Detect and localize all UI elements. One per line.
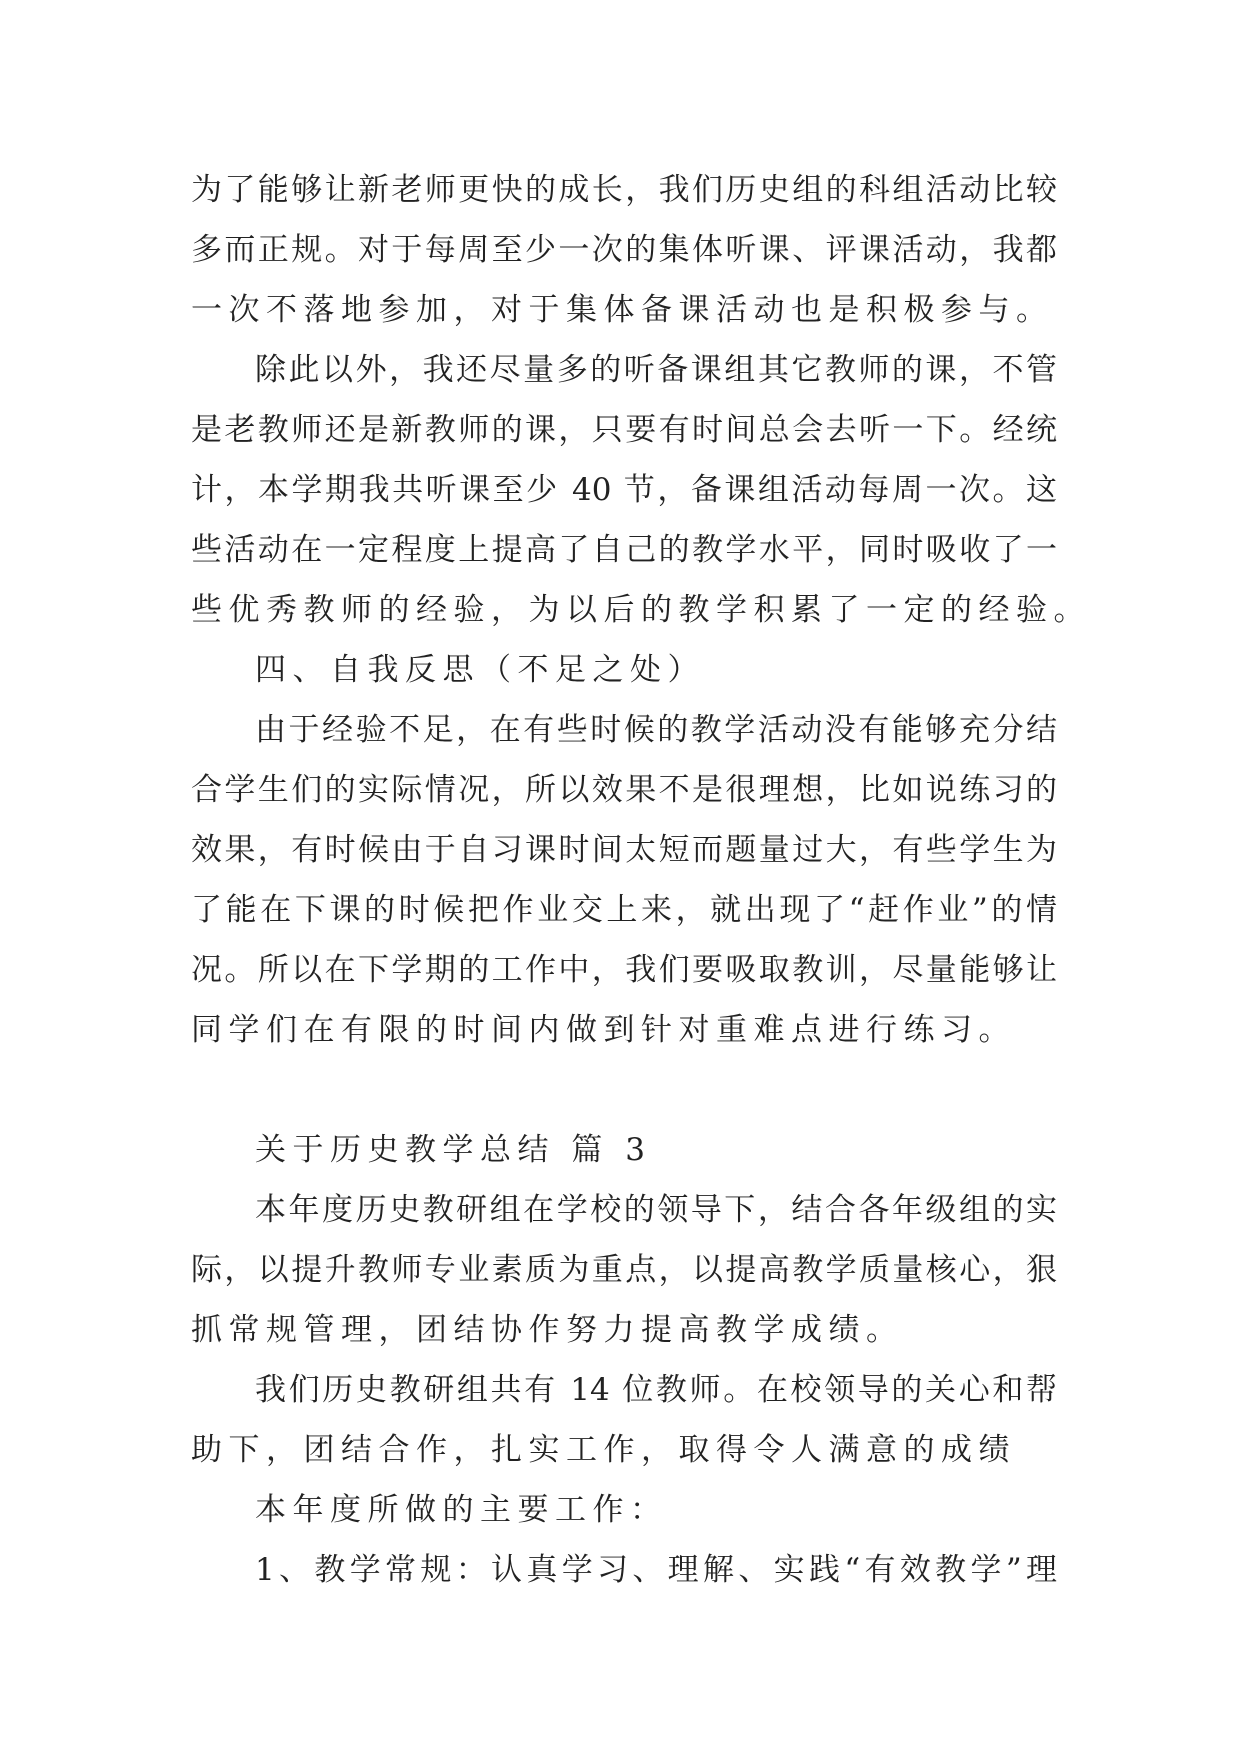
text-line: 些优秀教师的经验，为以后的教学积累了一定的经验。 [191, 592, 1091, 628]
text-line: 些活动在一定程度上提高了自己的教学水平，同时吸收了一 [191, 532, 1057, 568]
text-line: 多而正规。对于每周至少一次的集体听课、评课活动，我都 [191, 232, 1057, 268]
text-line: 本年度历史教研组在学校的领导下，结合各年级组的实 [255, 1192, 1057, 1228]
text-line: 四、自我反思（不足之处） [255, 652, 705, 688]
text-line: 为了能够让新老师更快的成长，我们历史组的科组活动比较 [191, 172, 1057, 208]
document-body [191, 160, 1091, 1600]
text-line: 1、教学常规：认真学习、理解、实践“有效教学”理 [255, 1552, 1057, 1588]
text-line: 抓常规管理，团结协作努力提高教学成绩。 [191, 1312, 904, 1348]
text-line: 助下，团结合作，扎实工作，取得令人满意的成绩 [191, 1432, 1016, 1468]
text-line: 由于经验不足，在有些时候的教学活动没有能够充分结 [255, 712, 1057, 748]
text-line: 除此以外，我还尽量多的听备课组其它教师的课，不管 [255, 352, 1057, 388]
text-line: 一次不落地参加，对于集体备课活动也是积极参与。 [191, 292, 1054, 328]
text-line: 合学生们的实际情况，所以效果不是很理想，比如说练习的 [191, 772, 1057, 808]
text-line: 计，本学期我共听课至少 40 节，备课组活动每周一次。这 [191, 472, 1057, 508]
text-line: 我们历史教研组共有 14 位教师。在校领导的关心和帮 [255, 1372, 1057, 1408]
text-line: 际，以提升教师专业素质为重点，以提高教学质量核心，狠 [191, 1252, 1057, 1288]
text-line: 况。所以在下学期的工作中，我们要吸取教训，尽量能够让 [191, 952, 1057, 988]
paragraph-gap [191, 1060, 1057, 1120]
text-line: 是老教师还是新教师的课，只要有时间总会去听一下。经统 [191, 412, 1057, 448]
text-line: 同学们在有限的时间内做到针对重难点进行练习。 [191, 1012, 1016, 1048]
text-line: 本年度所做的主要工作： [255, 1492, 668, 1528]
text-line: 了能在下课的时候把作业交上来，就出现了“赶作业”的情 [191, 892, 1057, 928]
text-line: 效果，有时候由于自习课时间太短而题量过大，有些学生为 [191, 832, 1057, 868]
text-line: 关于历史教学总结 篇 3 [255, 1132, 652, 1168]
